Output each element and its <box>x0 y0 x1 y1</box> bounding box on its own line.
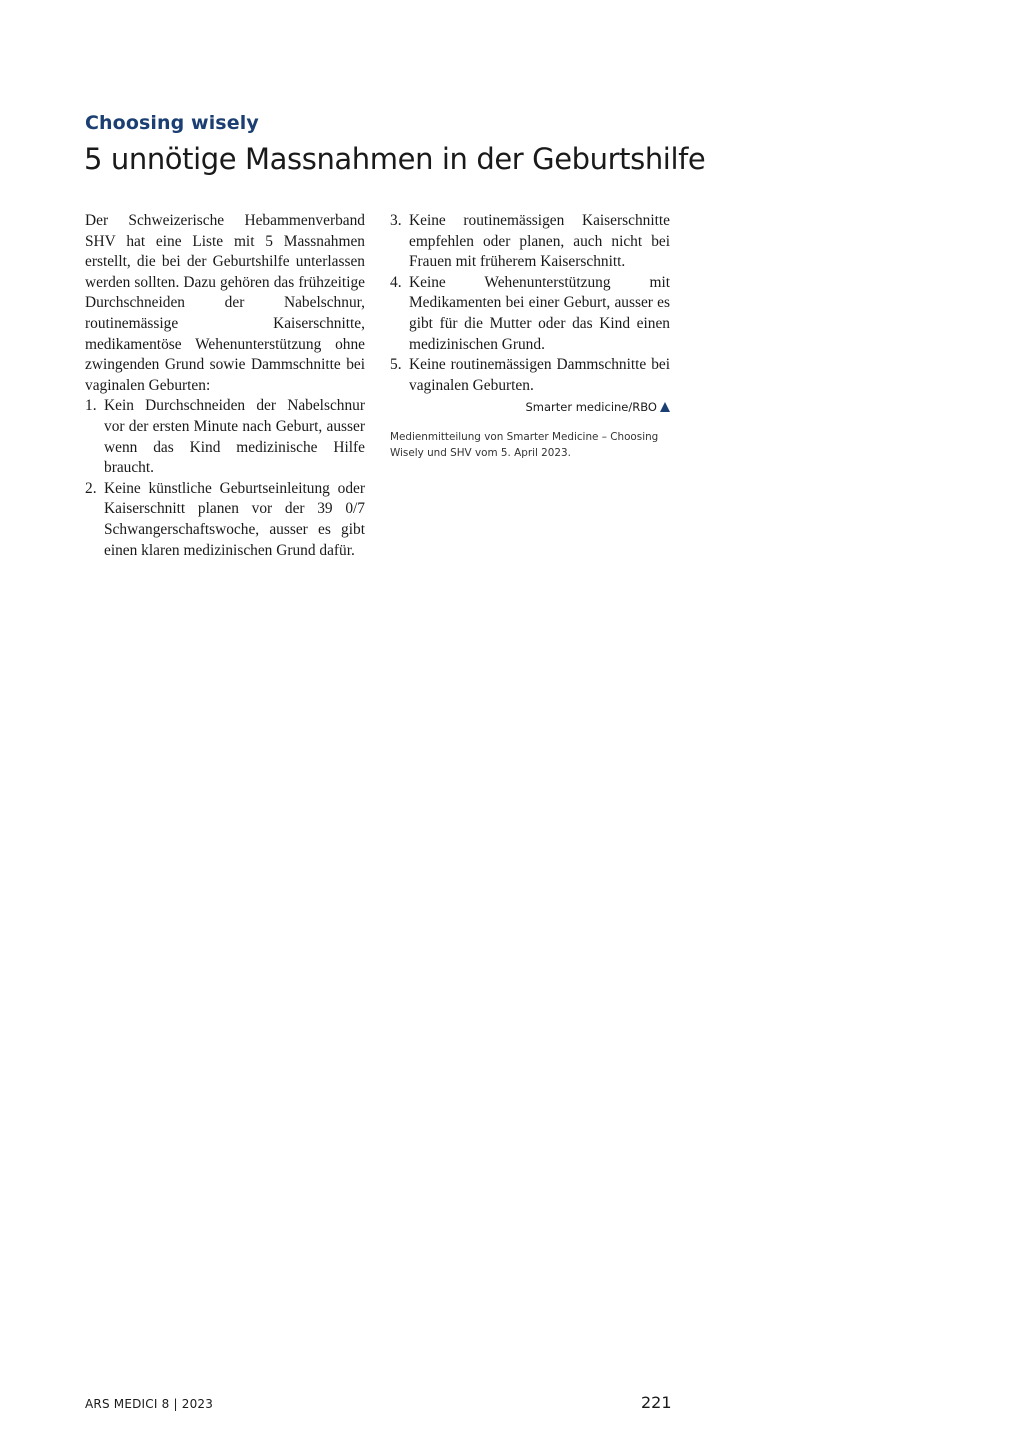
list-item <box>390 355 670 396</box>
list-item-number: 5. <box>390 356 402 374</box>
intro-paragraph: Der Schweizerische Hebammenverband SHV hat eine Liste mit 5 Massnahmen erstellt, die bei der Geburtshilfe unterlassen werden sollten. Dazu gehören das frühzeitige Durchschneiden der Nabelschnur, routinemässige Kaiserschnitte, medikamentöse Wehenunterstützung ohne zwingenden Grund sowie Dammschnitte bei vaginalen Geburten: <box>85 212 365 394</box>
article-title: 5 unnötige Massnahmen in der Geburtshilfe <box>84 142 706 176</box>
list-item-number: 3. <box>390 212 402 229</box>
list-item-text: Kein Durchschneiden der Nabelschnur vor der ersten Minute nach Geburt, ausser wenn das Kind medizinische Hilfe braucht. <box>104 397 365 477</box>
source-note: Medienmitteilung von Smarter Medicine – Choosing Wisely und SHV vom 5. April 2023. <box>390 431 659 460</box>
measures-list-part-1 <box>85 396 365 561</box>
list-item <box>85 479 365 561</box>
section-kicker: Choosing wisely <box>85 112 259 134</box>
author-signature <box>390 399 670 415</box>
measures-list-part-2 <box>390 211 670 396</box>
list-item-number: 4. <box>390 273 402 291</box>
list-item <box>390 211 670 273</box>
left-column <box>85 211 365 561</box>
list-item-text: Keine routinemässigen Dammschnitte bei vaginalen Geburten. <box>409 356 670 394</box>
journal-footer: ARS MEDICI 8 | 2023 <box>85 1397 214 1411</box>
page-number: 221 <box>641 1393 672 1412</box>
list-item-text: Keine künstliche Geburtseinleitung oder Kaiserschnitt planen vor der 39 0/7 Schwangerschaftswoche, ausser es gibt einen klaren medizinischen Grund dafür. <box>104 479 365 559</box>
list-item-text: Keine routinemässigen Kaiserschnitte empfehlen oder planen, auch nicht bei Frauen mit früherem Kaiserschnitt. <box>409 212 670 271</box>
list-item <box>390 273 670 355</box>
signature-text: Smarter medicine/RBO <box>525 400 657 415</box>
list-item-number: 2. <box>85 479 97 497</box>
list-item-text: Keine Wehenunterstützung mit Medikamenten bei einer Geburt, ausser es gibt für die Mutter oder das Kind einen medizinischen Grund. <box>409 273 670 353</box>
list-item-number: 1. <box>85 397 97 415</box>
right-column <box>390 211 670 461</box>
list-item <box>85 396 365 478</box>
triangle-icon <box>660 402 670 412</box>
